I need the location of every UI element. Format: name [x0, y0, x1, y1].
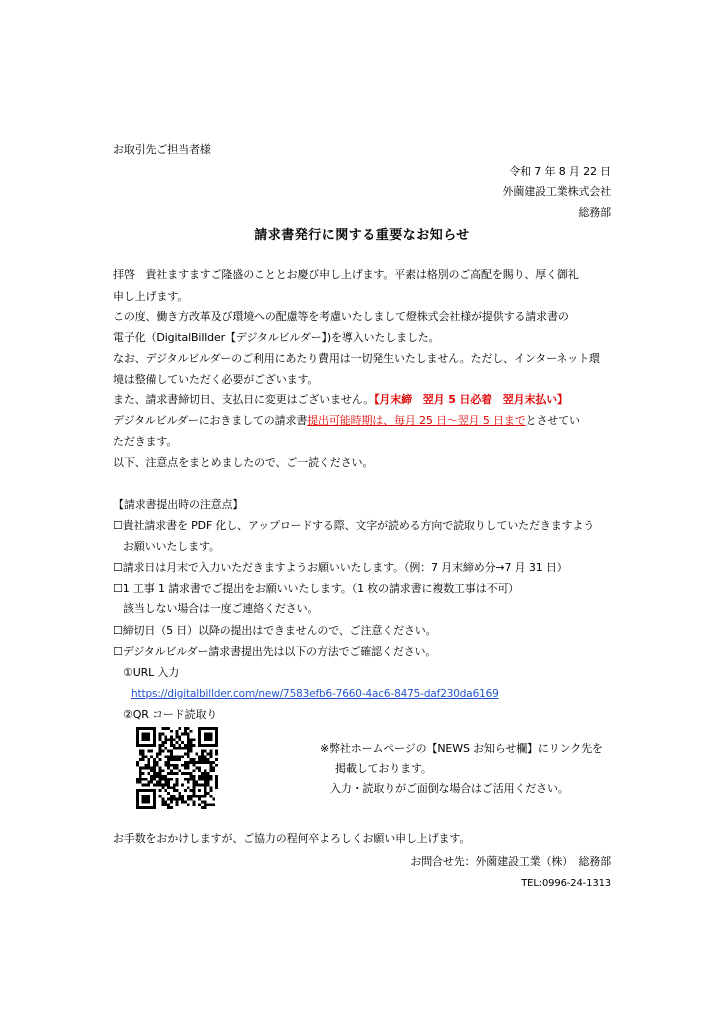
page-title: 請求書発行に関する重要なお知らせ	[254, 228, 470, 243]
contact-info: お問合せ先：外薗建設工業（株） 総務部	[410, 855, 611, 868]
submission-url-line	[131, 685, 651, 703]
note-3-line-2: 該当しない場合は一度ご連絡ください。	[123, 602, 319, 615]
telephone-number: TEL:0996-24-1313	[521, 878, 611, 889]
paragraph-5-line-1	[113, 412, 633, 429]
paragraph-2-line-2: 電子化（DigitalBillder【デジタルビルダー】)を導入いたしました。	[113, 331, 440, 344]
submission-url-link[interactable]: https://digitalbillder.com/new/7583efb6-7660-4ac6-8475-daf230da6169	[131, 688, 499, 700]
note-1-line-2: お願いいたします。	[123, 540, 220, 553]
note-1-line-1: ☐貴社請求書を PDF 化し、アップロードする際、文字が読める方向で読取りしていただきますよう	[113, 519, 595, 532]
paragraph-5-line-2: ただきます。	[113, 435, 178, 448]
note-2: ☐請求日は月末で入力いただきますようお願いいたします。（例：7 月末締め分→7 月 31 日）	[113, 561, 568, 574]
paragraph-2-line-1: この度、働き方改革及び環境への配慮等を考慮いたしまして燈株式会社様が提供する請求書の	[113, 310, 569, 323]
paragraph-6: 以下、注意点をまとめましたので、ご一読ください。	[113, 456, 374, 469]
qr-note-line-2: 掲載しております。	[335, 762, 432, 775]
qr-note-line-3: 入力・読取りがご面倒な場合はご活用ください。	[330, 782, 569, 795]
qr-code-image[interactable]	[136, 727, 218, 809]
paragraph-5-text-a: デジタルビルダーにおきましての請求書	[113, 414, 308, 427]
notes-heading: 【請求書提出時の注意点】	[113, 498, 244, 511]
paragraph-4-text: また、請求書締切日、支払日に変更はございません。	[113, 393, 375, 406]
note-5: ☐デジタルビルダー請求書提出先は以下の方法でご確認ください。	[113, 645, 437, 658]
qr-label: ②QR コード読取り	[123, 708, 218, 721]
department: 総務部	[578, 206, 611, 219]
note-3-line-1: ☐1 工事 1 請求書でご提出をお願いいたします。（1 枚の請求書に複数工事は不可）	[113, 582, 520, 595]
qr-note-line-1: ※弊社ホームページの【NEWS お知らせ欄】にリンク先を	[320, 742, 603, 755]
date: 令和 7 年 8 月 22 日	[509, 165, 611, 178]
note-4: ☐締切日（5 日）以降の提出はできませんので、ご注意ください。	[113, 624, 437, 637]
billing-schedule-highlight: 【月末締 翌月 5 日必着 翌月末払い】	[374, 393, 568, 406]
url-label: ①URL 入力	[123, 666, 180, 679]
paragraph-4	[113, 391, 633, 408]
paragraph-1-line-2: 申し上げます。	[113, 290, 189, 303]
paragraph-3-line-1: なお、デジタルビルダーのご利用にあたり費用は一切発生いたしません。ただし、インターネット環	[113, 352, 600, 365]
submission-period-highlight: 提出可能時期は、毎月 25 日～翌月 5 日まで	[307, 414, 526, 427]
recipient: お取引先ご担当者様	[113, 143, 211, 156]
closing-text: お手数をおかけしますが、ご協力の程何卒よろしくお願い申し上げます。	[113, 832, 471, 845]
paragraph-5-text-c: とさせてい	[525, 414, 580, 427]
paragraph-3-line-2: 境は整備していただく必要がございます。	[113, 373, 319, 386]
paragraph-1-line-1: 拝啓 貴社ますますご隆盛のこととお慶び申し上げます。平素は格別のご高配を賜り、厚く御礼	[113, 268, 579, 281]
company-name: 外薗建設工業株式会社	[502, 185, 611, 198]
